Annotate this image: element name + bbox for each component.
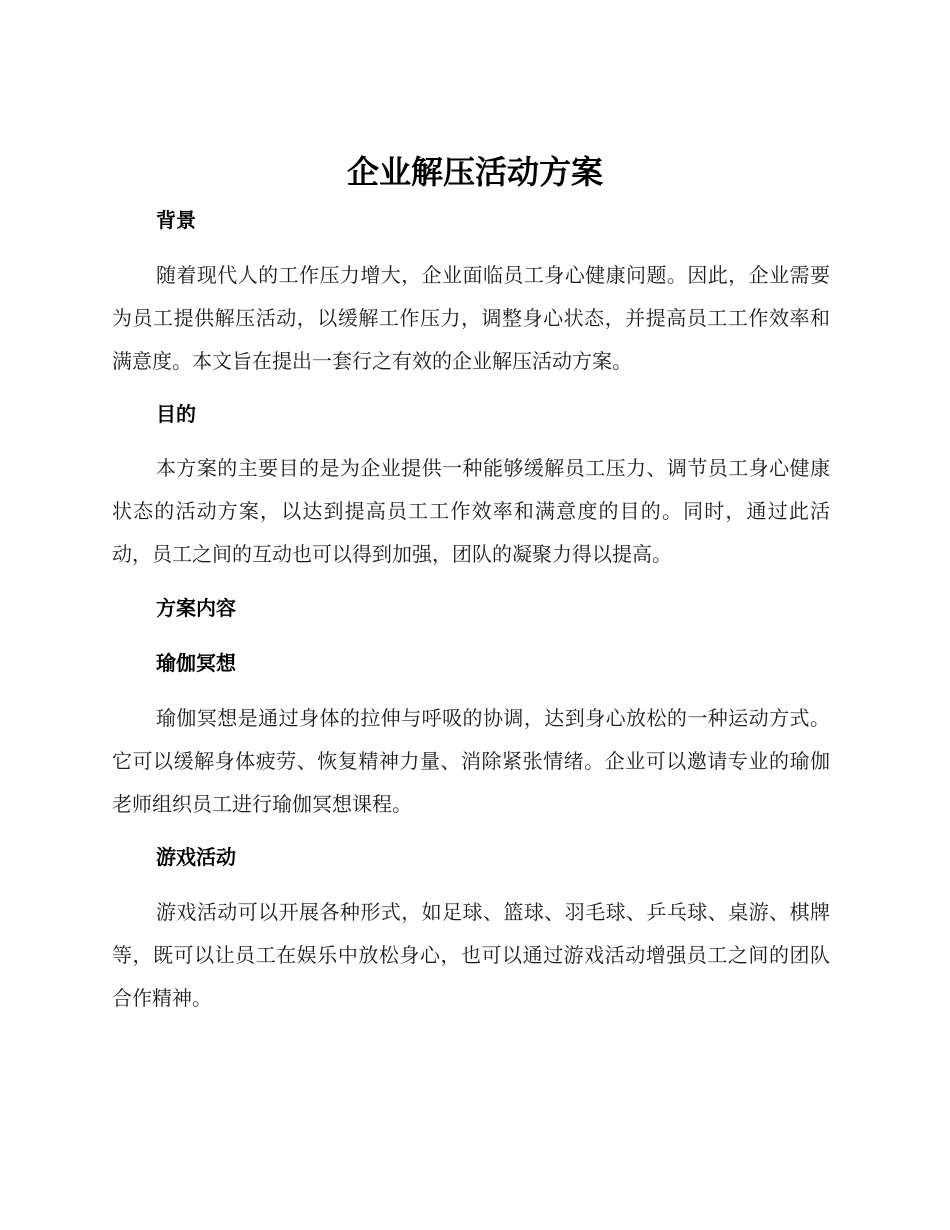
- section-heading-purpose: 目的: [156, 402, 196, 426]
- section-paragraph-purpose: 本方案的主要目的是为企业提供一种能够缓解员工压力、调节员工身心健康状态的活动方案，以达到提高员工工作效率和满意度的目的。同时，通过此活动，员工之间的互动也可以得到加强，团队的凝聚力得以提高。: [112, 456, 830, 566]
- section-heading-plan-content: 方案内容: [156, 596, 236, 620]
- section-paragraph-background: 随着现代人的工作压力增大，企业面临员工身心健康问题。因此，企业需要为员工提供解压活动，以缓解工作压力，调整身心状态，并提高员工工作效率和满意度。本文旨在提出一套行之有效的企业解压活动方案。: [112, 263, 830, 373]
- section-paragraph-game-activities: 游戏活动可以开展各种形式，如足球、篮球、羽毛球、乒乓球、桌游、棋牌等，既可以让员工在娱乐中放松身心，也可以通过游戏活动增强员工之间的团队合作精神。: [112, 900, 830, 1010]
- section-heading-yoga-meditation: 瑜伽冥想: [156, 651, 236, 675]
- section-heading-background: 背景: [156, 208, 196, 232]
- section-heading-game-activities: 游戏活动: [156, 845, 236, 869]
- section-paragraph-yoga-meditation: 瑜伽冥想是通过身体的拉伸与呼吸的协调，达到身心放松的一种运动方式。它可以缓解身体疲劳、恢复精神力量、消除紧张情绪。企业可以邀请专业的瑜伽老师组织员工进行瑜伽冥想课程。: [112, 706, 830, 816]
- document-title: 企业解压活动方案: [346, 153, 603, 191]
